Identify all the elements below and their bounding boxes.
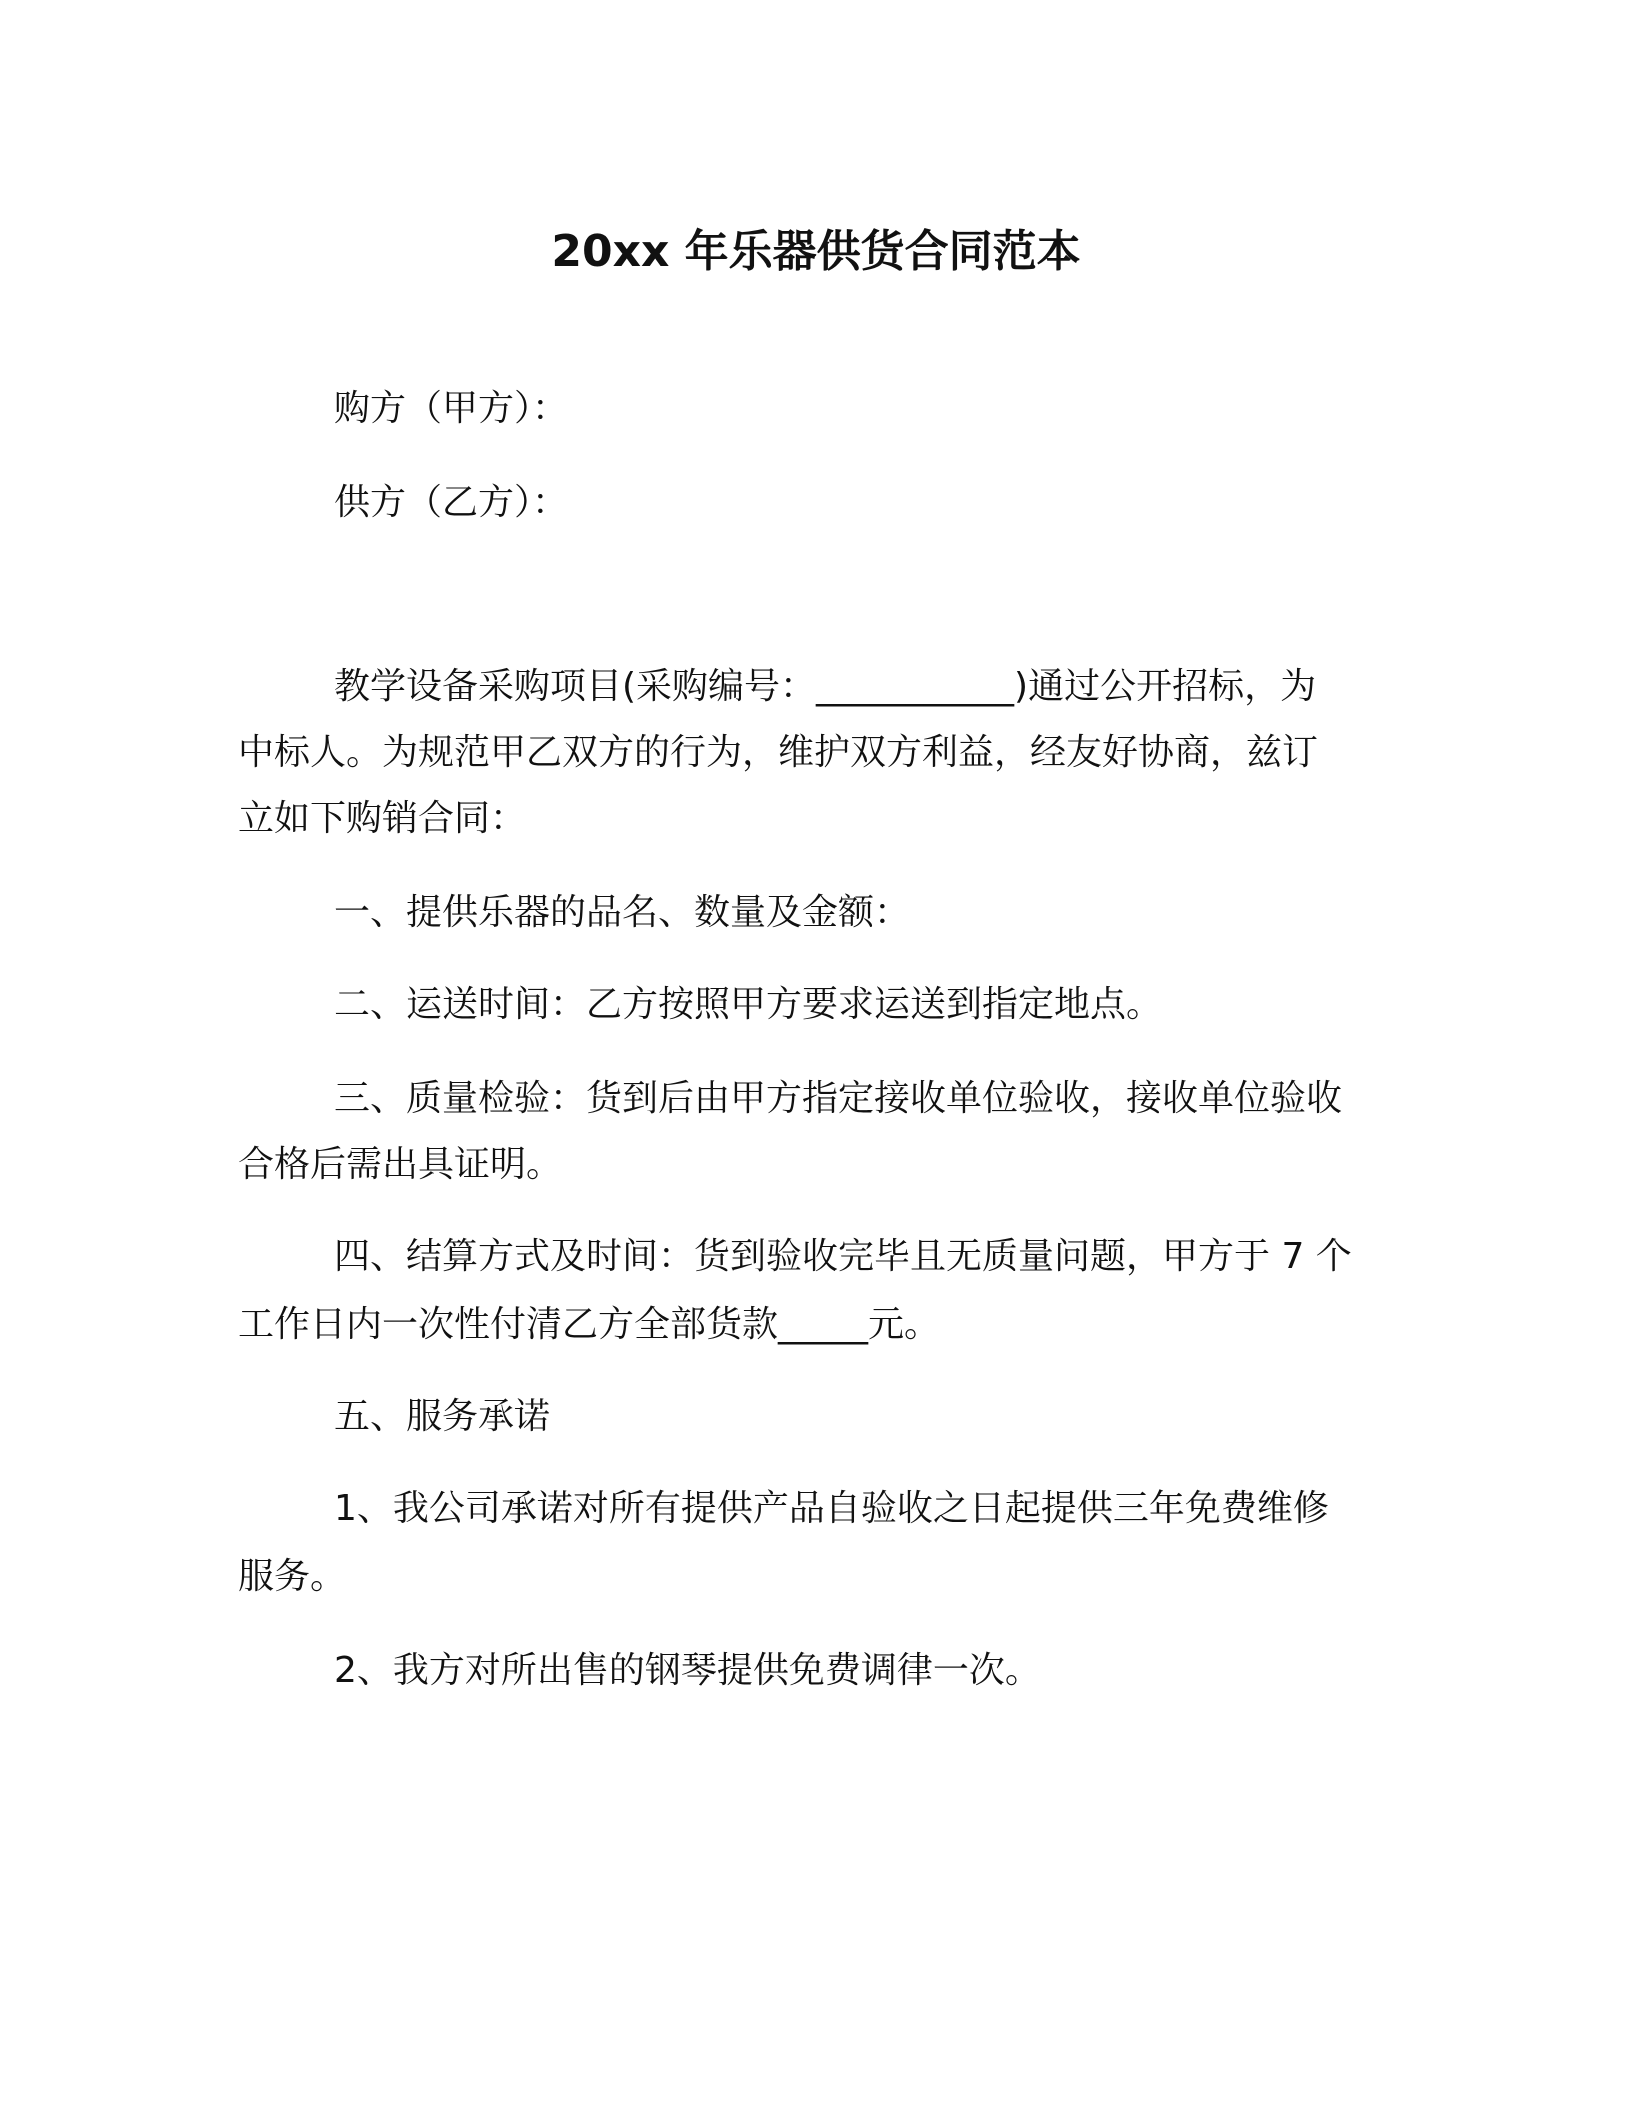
section-1: 一、提供乐器的品名、数量及金额： — [334, 892, 911, 933]
intro-line-2: 中标人。为规范甲乙双方的行为，维护双方利益，经友好协商，兹订 — [238, 732, 1319, 773]
section-3-line-2: 合格后需出具证明。 — [238, 1144, 563, 1185]
section-4-line-2: 工作日内一次性付清乙方全部货款_____元。 — [238, 1304, 941, 1345]
section-5-heading: 五、服务承诺 — [334, 1396, 551, 1437]
supplier-label: 供方（乙方）： — [334, 482, 569, 523]
service-item-2: 2、我方对所出售的钢琴提供免费调律一次。 — [334, 1650, 1041, 1691]
section-3-line-1: 三、质量检验：货到后由甲方指定接收单位验收，接收单位验收 — [334, 1078, 1343, 1119]
buyer-label: 购方（甲方）： — [334, 388, 569, 429]
intro-line-3: 立如下购销合同： — [238, 798, 527, 839]
service-item-1-line-2: 服务。 — [238, 1556, 347, 1597]
intro-line-1: 教学设备采购项目(采购编号：___________)通过公开招标，为 — [334, 666, 1317, 707]
service-item-1-line-1: 1、我公司承诺对所有提供产品自验收之日起提供三年免费维修 — [334, 1488, 1329, 1529]
section-2: 二、运送时间：乙方按照甲方要求运送到指定地点。 — [334, 984, 1163, 1025]
document-title: 20xx 年乐器供货合同范本 — [551, 226, 1081, 277]
section-4-line-1: 四、结算方式及时间：货到验收完毕且无质量问题，甲方于 7 个 — [334, 1236, 1352, 1277]
